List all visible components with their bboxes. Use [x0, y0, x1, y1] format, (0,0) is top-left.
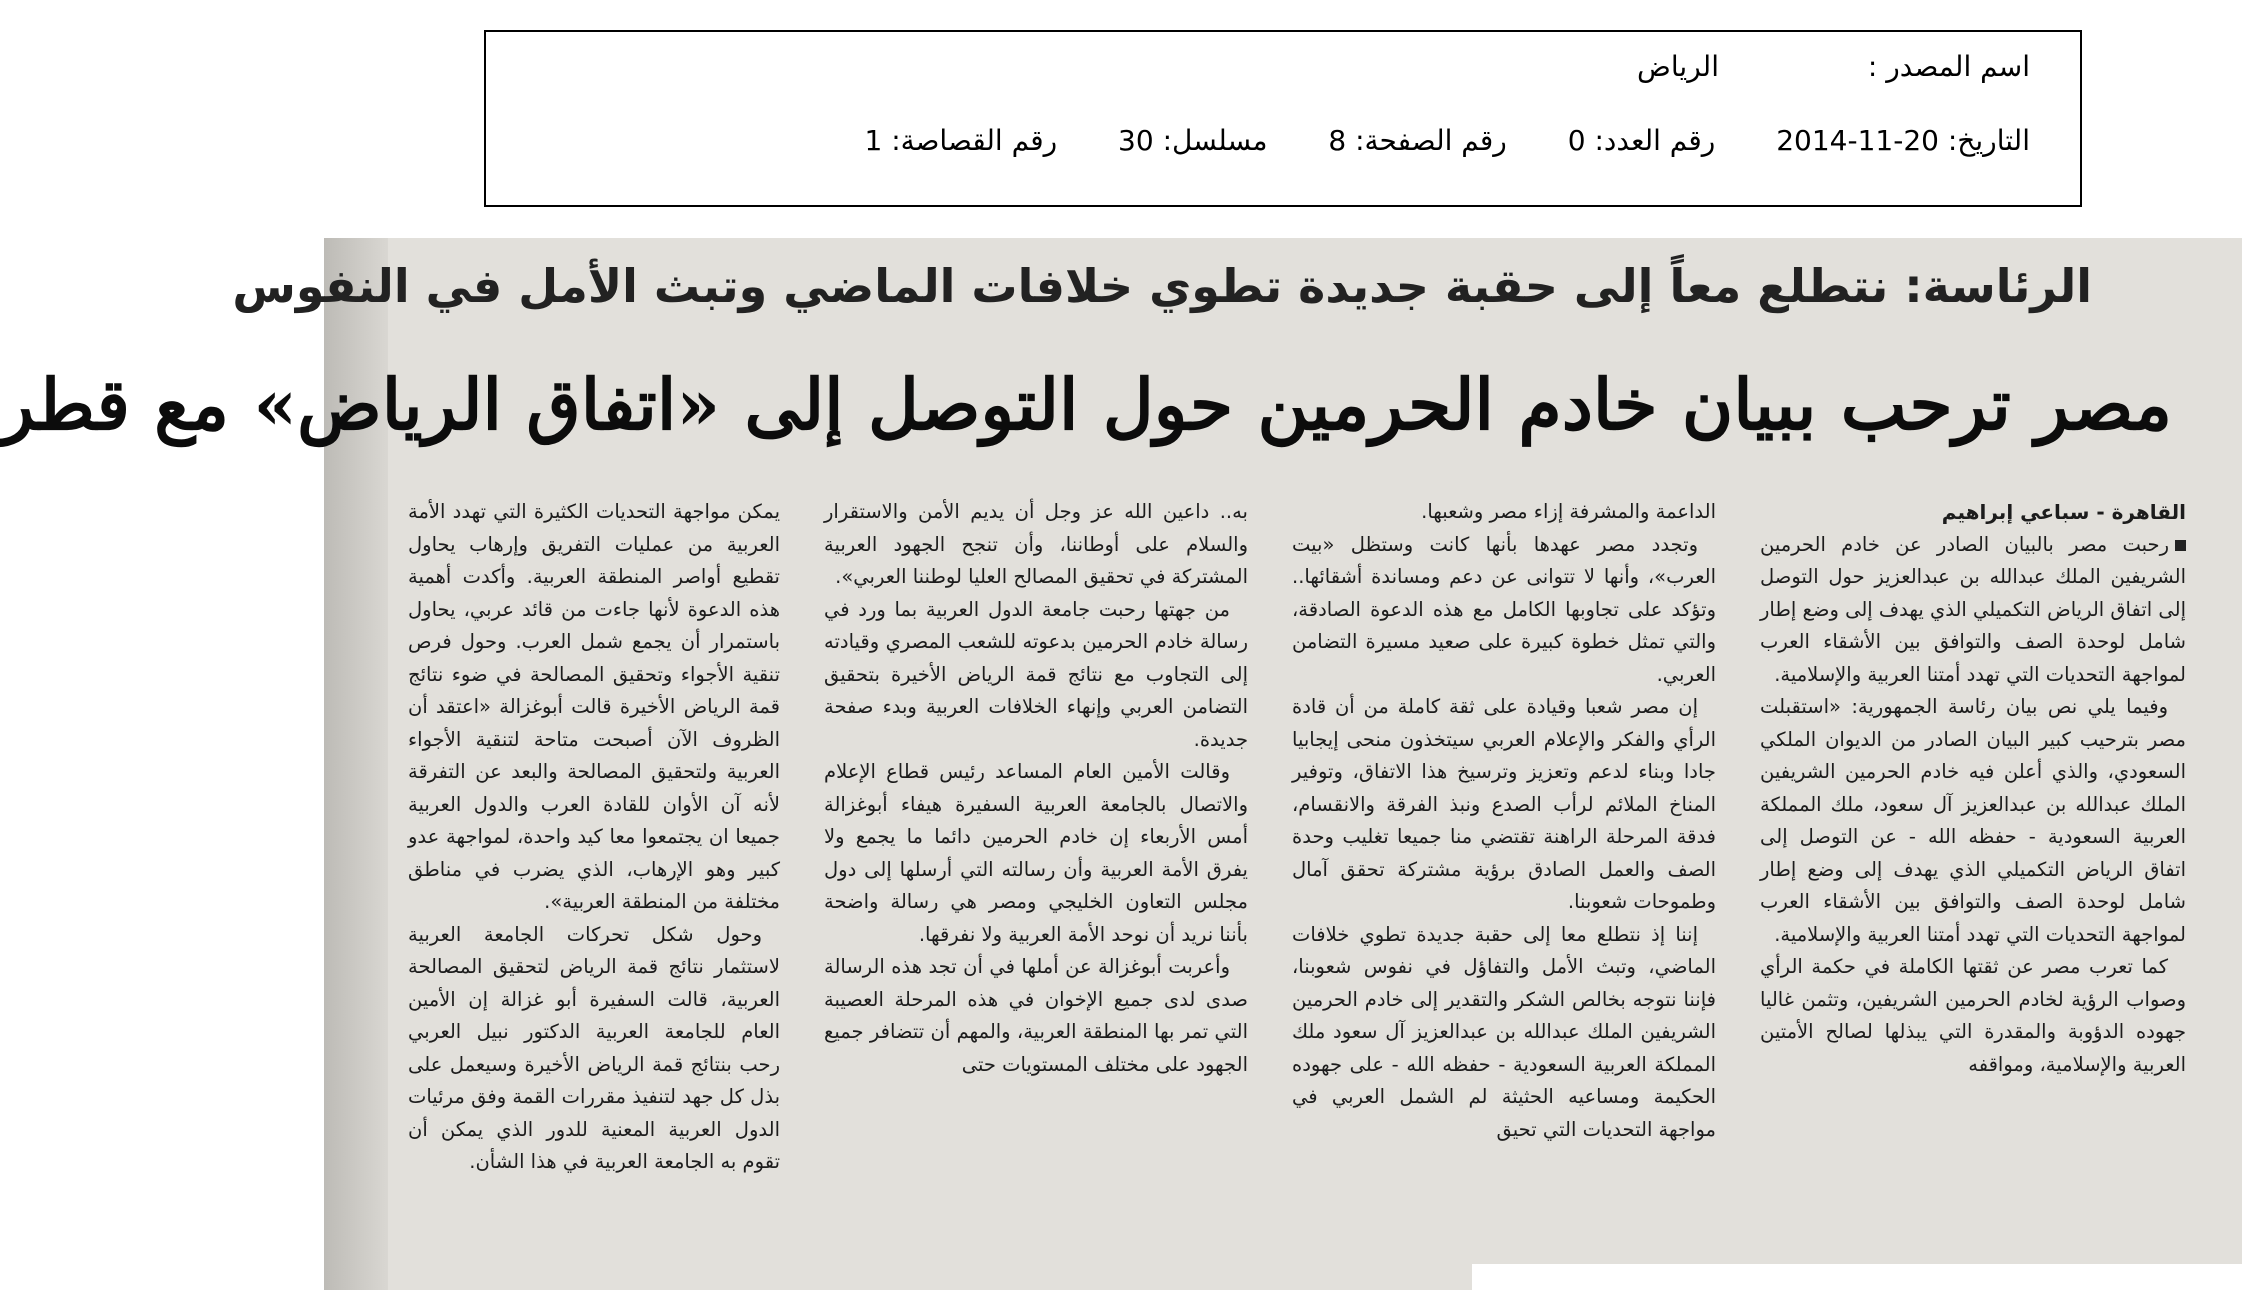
column-4-paragraph: يمكن مواجهة التحديات الكثيرة التي تهدد الأمة العربية من عمليات التفريق وإرهاب يحاول تقطيع أواصر المنطقة العربية. وأكدت أهمية هذه الدعوة لأنها جاءت من قائد عربي، يحاول باستمرار أن يجمع شمل العرب. وحول فرص تنقية الأجواء وتحقيق المصالحة في ضوء نتائج قمة الرياض الأخيرة قالت أبوغزالة «اعتقد أن الظروف الآن أصبحت متاحة لتنقية الأجواء العربية ولتحقيق المصالحة والبعد عن التفرقة لأنه آن الأوان للقادة العرب والدول العربية جميعا ان يجتمعوا معا كيد واحدة، لمواجهة عدو كبير وهو الإرهاب، الذي يضرب في مناطق مختلفة من المنطقة العربية». [408, 500, 780, 913]
source-row [1637, 50, 2030, 83]
column-2-paragraph: الداعمة والمشرفة إزاء مصر وشعبها. [1421, 500, 1716, 523]
source-label: اسم المصدر : [1867, 50, 2030, 83]
column-1-paragraph: كما تعرب مصر عن ثقتها الكاملة في حكمة الرأي وصواب الرؤية لخادم الحرمين الشريفين، وتثمن غاليا جهوده الدؤوبة والمقدرة التي يبذلها لصالح الأمتين العربية والإسلامية، ومواقفه [1760, 955, 2186, 1076]
article-headline: مصر ترحب ببيان خادم الحرمين حول التوصل إلى «اتفاق الرياض» مع قطر [0, 363, 2172, 446]
page-label: رقم الصفحة: [1355, 124, 1507, 157]
newspaper-clipping [0, 238, 2242, 1290]
serial-value: 30 [1118, 124, 1154, 157]
scan-blank-corner [1472, 1264, 2242, 1290]
column-3-paragraph: وأعربت أبوغزالة عن أملها في أن تجد هذه الرسالة صدى لدى جميع الإخوان في هذه المرحلة العصيبة التي تمر بها المنطقة العربية، والمهم أن تتضافر جميع الجهود على مختلف المستويات حتى [824, 955, 1248, 1076]
newsprint-area [0, 238, 2242, 1290]
article-kicker: الرئاسة: نتطلع معاً إلى حقبة جديدة تطوي خلافات الماضي وتبث الأمل في النفوس [232, 259, 2092, 313]
column-1-paragraph [1760, 529, 2186, 692]
meta-row [864, 124, 2030, 157]
issue-value: 0 [1567, 124, 1586, 157]
date-label: التاريخ: [1947, 124, 2030, 157]
article-column-3 [824, 496, 1248, 1278]
column-4-paragraph: وحول شكل تحركات الجامعة العربية لاستثمار نتائج قمة الرياض لتحقيق المصالحة العربية، قالت السفيرة أبو غزالة إن الأمين العام للجامعة العربية الدكتور نبيل العربي رحب بنتائج قمة الرياض الأخيرة وسيعمل على بذل كل جهد لتنفيذ مقررات القمة وفق مرئيات الدول العربية المعنية للدور الذي يمكن أن تقوم به الجامعة العربية في هذا الشأن. [408, 922, 780, 1173]
article-byline: القاهرة - سباعي إبراهيم [1941, 500, 2186, 524]
column-1-paragraph: وفيما يلي نص بيان رئاسة الجمهورية: «استقبلت مصر بترحيب كبير البيان الصادر من الديوان الملكي السعودي، والذي أعلن فيه خادم الحرمين الشريفين الملك عبدالله بن عبدالعزيز آل سعود، ملك المملكة العربية السعودية - حفظه الله - عن التوصل إلى اتفاق الرياض التكميلي الذي يهدف إلى وضع إطار شامل لوحدة الصف والتوافق بين الأشقاء العرب لمواجهة التحديات التي تهدد أمتنا العربية والإسلامية. [1760, 695, 2186, 946]
column-2-paragraph: إن مصر شعبا وقيادة على ثقة كاملة من أن قادة الرأي والفكر والإعلام العربي سيتخذون منحى إيجابيا جادا وبناء لدعم وتعزيز وترسيخ هذا الاتفاق، وتوفير المناخ الملائم لرأب الصدع ونبذ الفرقة والانقسام، فدقة المرحلة الراهنة تقتضي منا جميعا تغليب وحدة الصف والعمل الصادق برؤية مشتركة تحقق آمال وطموحات شعوبنا. [1292, 695, 1716, 913]
column-1-paragraph-text: رحبت مصر بالبيان الصادر عن خادم الحرمين الشريفين الملك عبدالله بن عبدالعزيز حول التوصل إلى اتفاق الرياض التكميلي الذي يهدف إلى وضع إطار شامل لوحدة الصف والتوافق بين الأشقاء العرب لمواجهة التحديات التي تهدد أمتنا العربية والإسلامية. [1760, 532, 2186, 686]
bullet-square-icon [2175, 540, 2186, 551]
clip-number-value: 1 [864, 124, 883, 157]
serial-label: مسلسل: [1162, 124, 1268, 157]
page-value: 8 [1328, 124, 1347, 157]
column-3-paragraph: وقالت الأمين العام المساعد رئيس قطاع الإعلام والاتصال بالجامعة العربية السفيرة هيفاء أبوغزالة أمس الأربعاء إن خادم الحرمين دائما ما يجمع ولا يفرق الأمة العربية وأن رسالته التي أرسلها إلى دول مجلس التعاون الخليجي ومصر هي رسالة واضحة بأننا نريد أن نوحد الأمة العربية ولا نفرقها. [824, 760, 1248, 946]
article-column-1 [1760, 496, 2186, 1278]
column-3-paragraph: من جهتها رحبت جامعة الدول العربية بما ورد في رسالة خادم الحرمين بدعوته للشعب المصري وقيادته إلى التجاوب مع نتائج قمة الرياض الأخيرة بتحقيق التضامن العربي وإنهاء الخلافات العربية وبدء صفحة جديدة. [824, 597, 1248, 751]
article-column-4 [408, 496, 780, 1278]
column-2-paragraph: إننا إذ نتطلع معا إلى حقبة جديدة تطوي خلافات الماضي، وتبث الأمل والتفاؤل في نفوس شعوبنا، فإننا نتوجه بخالص الشكر والتقدير إلى خادم الحرمين الشريفين الملك عبدالله بن عبدالعزيز آل سعود ملك المملكة العربية السعودية - حفظه الله - على جهوده الحكيمة ومساعيه الحثيثة لم الشمل العربي في مواجهة التحديات التي تحيق [1292, 922, 1716, 1141]
column-2-paragraph: وتجدد مصر عهدها بأنها كانت وستظل «بيت العرب»، وأنها لا تتوانى عن دعم ومساندة أشقائها.. وتؤكد على تجاوبها الكامل مع هذه الدعوة الصادقة، والتي تمثل خطوة كبيرة على صعيد مسيرة التضامن العربي. [1292, 532, 1716, 686]
clip-number-label: رقم القصاصة: [891, 124, 1058, 157]
date-value: 2014-11-20 [1776, 124, 1939, 157]
clipping-info-box [484, 30, 2082, 207]
source-value: الرياض [1637, 50, 1719, 83]
column-3-paragraph: به.. داعين الله عز وجل أن يديم الأمن والاستقرار والسلام على أوطاننا، وأن تنجح الجهود العربية المشتركة في تحقيق المصالح العليا لوطننا العربي». [824, 500, 1248, 588]
issue-label: رقم العدد: [1594, 124, 1716, 157]
article-column-2 [1292, 496, 1716, 1278]
